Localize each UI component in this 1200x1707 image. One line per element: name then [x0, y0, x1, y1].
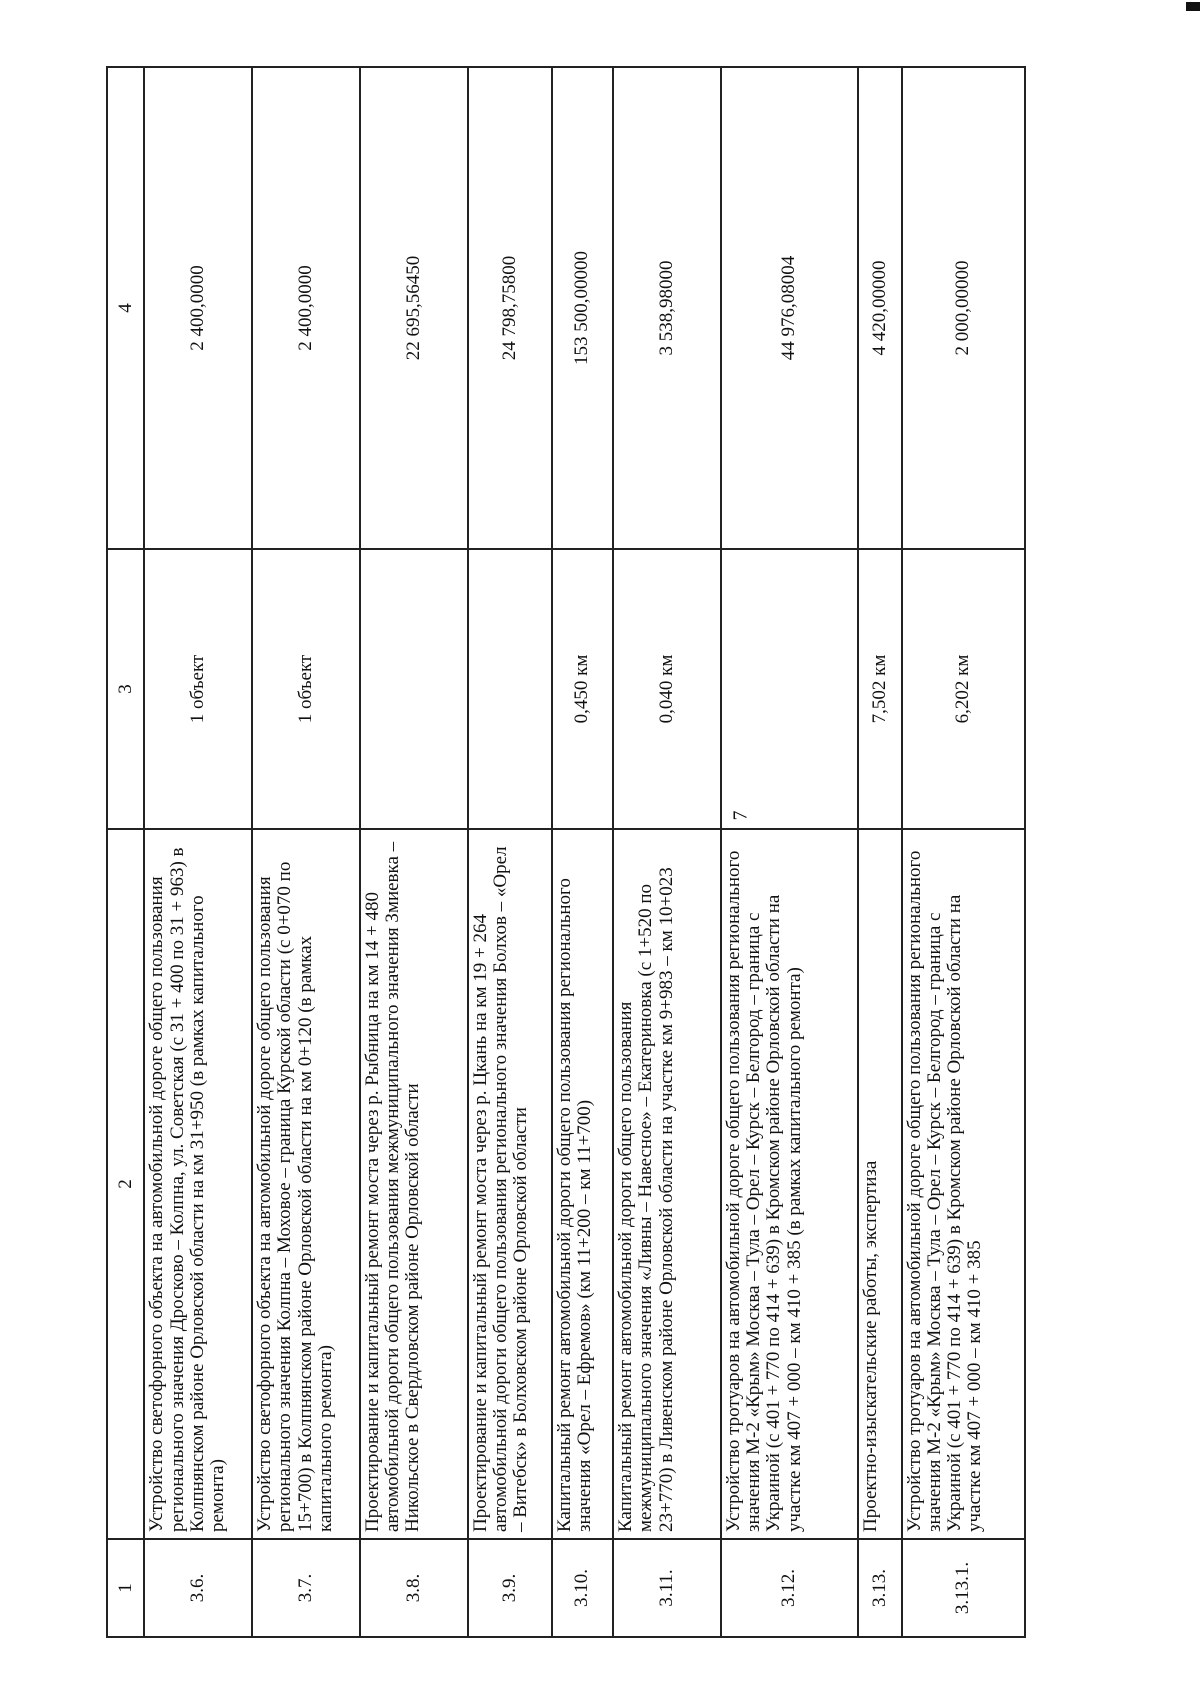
header-col-4: 4 — [107, 67, 144, 549]
row-amount: 22 695,56450 — [360, 67, 468, 549]
row-quantity: 0,040 км — [613, 549, 721, 829]
table-row — [613, 67, 721, 1637]
row-number: 3.10. — [552, 1539, 614, 1637]
works-table — [106, 66, 1026, 1638]
row-quantity: 7,502 км — [858, 549, 902, 829]
row-description: Проектно-изыскательские работы, экспертиза — [858, 829, 902, 1539]
row-amount: 24 798,75800 — [468, 67, 552, 549]
row-description: Проектирование и капитальный ремонт моста через р. Рыбница на км 14 + 480 автомобильной дороги общего пользования межмуниципального значения Змиевка – Никольское в Свердловском районе Орловской области — [360, 829, 468, 1539]
row-amount: 4 420,00000 — [858, 67, 902, 549]
row-description: Устройство тротуаров на автомобильной дороге общего пользования регионального значения М-2 «Крым» Москва – Тула – Орел – Курск – Белгород – граница с Украиной (с 401 + 770 по 414 + 639) в Кромском районе Орловской области на участке км 407 + 000 – км 410 + 385 (в рамках капитального ремонта) — [721, 829, 857, 1539]
table-row — [468, 67, 552, 1637]
row-quantity: 1 объект — [252, 549, 360, 829]
table-row — [552, 67, 614, 1637]
row-number: 3.12. — [721, 1539, 857, 1637]
row-number: 3.7. — [252, 1539, 360, 1637]
row-number: 3.13.1. — [902, 1539, 1025, 1637]
row-number: 3.6. — [144, 1539, 252, 1637]
row-amount: 2 400,0000 — [144, 67, 252, 549]
header-col-3: 3 — [107, 549, 144, 829]
row-amount: 2 400,0000 — [252, 67, 360, 549]
table-row — [858, 67, 902, 1637]
row-quantity — [468, 549, 552, 829]
page-number: 7 — [729, 810, 752, 821]
table-row — [902, 67, 1025, 1637]
row-quantity — [721, 549, 857, 829]
row-quantity: 1 объект — [144, 549, 252, 829]
row-quantity: 0,450 км — [552, 549, 614, 829]
table-row — [360, 67, 468, 1637]
header-col-2: 2 — [107, 829, 144, 1539]
rotated-table-container — [106, 68, 1026, 1638]
scan-edge-mark — [1186, 2, 1200, 11]
row-amount: 2 000,00000 — [902, 67, 1025, 549]
row-number: 3.9. — [468, 1539, 552, 1637]
table-row — [144, 67, 252, 1637]
row-description: Устройство светофорного объекта на автомобильной дороге общего пользования регионального значения Колпна – Моховое – граница Курской области (с 0+070 по 15+700) в Колпнянском районе Орловской области на км 0+120 (в рамках капитального ремонта) — [252, 829, 360, 1539]
table-header-row — [107, 67, 144, 1637]
row-amount: 44 976,08004 — [721, 67, 857, 549]
row-number: 3.8. — [360, 1539, 468, 1637]
row-description: Капитальный ремонт автомобильной дороги общего пользования межмуниципального значения «Ливны – Навесное» – Екатериновка (с 1+520 по 23+770) в Ливенском районе Орловской области на участке км 9+983 – км 10+023 — [613, 829, 721, 1539]
row-description: Капитальный ремонт автомобильной дороги общего пользования регионального значения «Орел – Ефремов» (км 11+200 – км 11+700) — [552, 829, 614, 1539]
row-description: Устройство тротуаров на автомобильной дороге общего пользования регионального значения М-2 «Крым» Москва – Тула – Орел – Курск – Белгород – граница с Украиной (с 401 + 770 по 414 + 639) в Кромском районе Орловской области на участке км 407 + 000 – км 410 + 385 — [902, 829, 1025, 1539]
header-col-1: 1 — [107, 1539, 144, 1637]
table-row — [721, 67, 857, 1637]
row-amount: 3 538,98000 — [613, 67, 721, 549]
row-number: 3.13. — [858, 1539, 902, 1637]
row-description: Проектирование и капитальный ремонт моста через р. Цкань на км 19 + 264 автомобильной дороги общего пользования регионального значения Болхов – «Орел – Витебск» в Болховском районе Орловской области — [468, 829, 552, 1539]
row-amount: 153 500,00000 — [552, 67, 614, 549]
table-row — [252, 67, 360, 1637]
row-description: Устройство светофорного объекта на автомобильной дороге общего пользования регионального значения Дросково – Колпна, ул. Советская (с 31 + 400 по 31 + 963) в Колпнянском районе Орловской области на км 31+950 (в рамках капитального ремонта) — [144, 829, 252, 1539]
row-quantity: 6,202 км — [902, 549, 1025, 829]
row-number: 3.11. — [613, 1539, 721, 1637]
row-quantity — [360, 549, 468, 829]
